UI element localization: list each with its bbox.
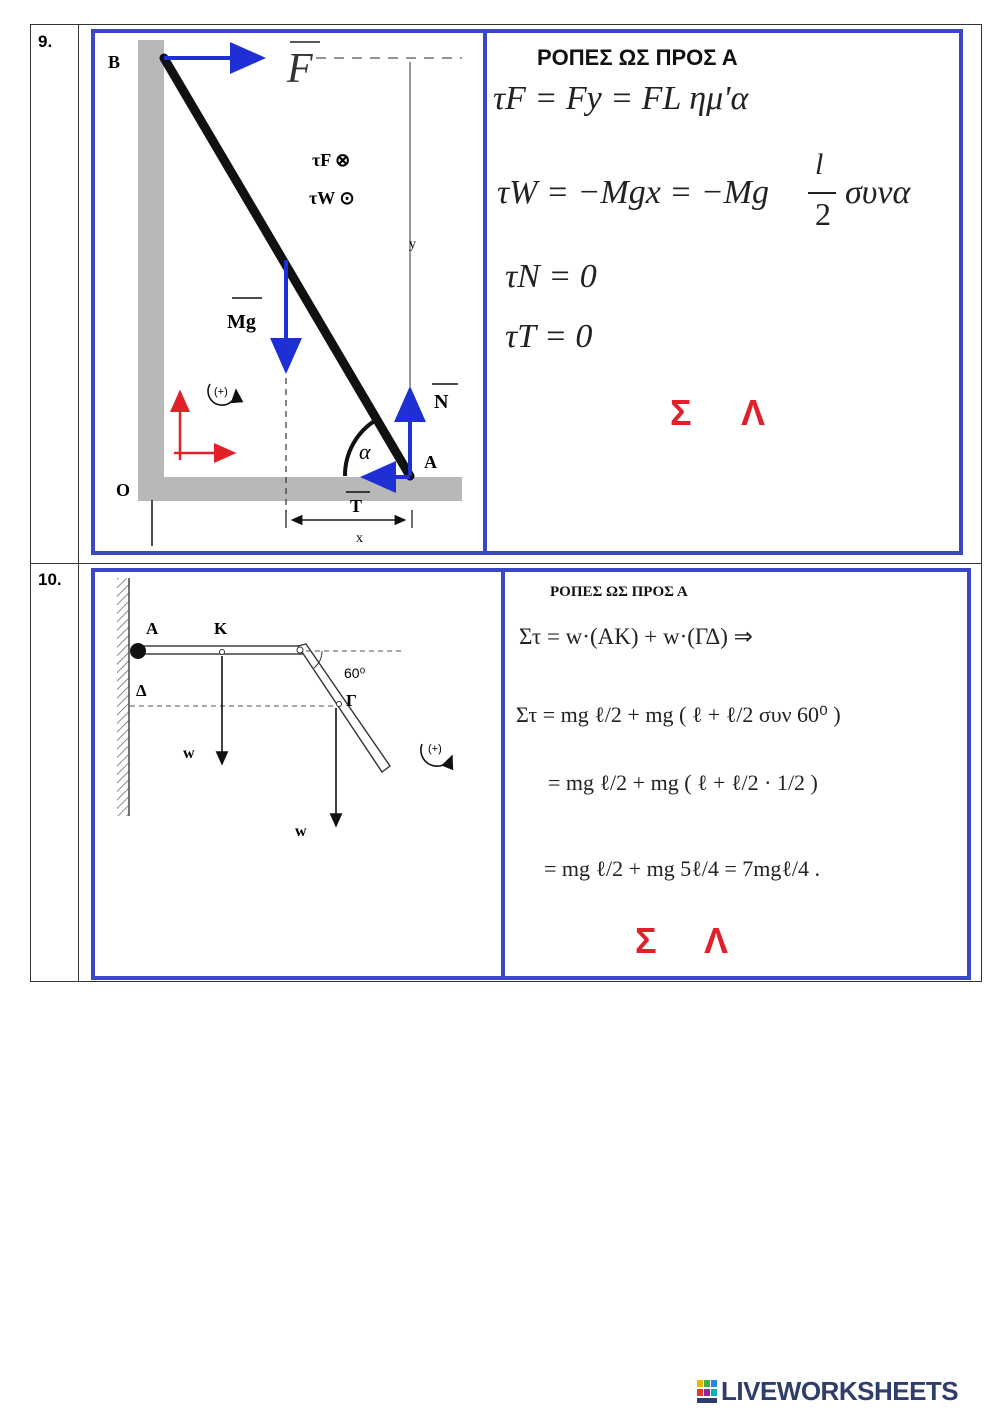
q9-label-F: F bbox=[287, 46, 313, 92]
q9-answer-false-button[interactable]: Λ bbox=[741, 392, 766, 433]
q9-eq-torque-W-numerator: l bbox=[815, 148, 824, 181]
q10-eq-sum: Στ = w·(AK) + w·(ΓΔ) ⇒ bbox=[519, 624, 753, 649]
q10-label-Gamma: Γ bbox=[346, 691, 357, 710]
liveworksheets-logo bbox=[697, 1376, 958, 1407]
q9-label-tauW: τW ⊙ bbox=[309, 188, 355, 208]
q10-label-Delta: Δ bbox=[136, 681, 147, 700]
q10-label-w1: w bbox=[183, 745, 195, 762]
q9-label-x: x bbox=[356, 531, 363, 546]
q10-label-plus: (+) bbox=[428, 743, 442, 755]
liveworksheets-brand-text: LIVEWORKSHEETS bbox=[721, 1376, 959, 1406]
q9-label-plus: (+) bbox=[214, 386, 228, 398]
q10-eq-result: = mg ℓ/2 + mg 5ℓ/4 = 7mgℓ/4 . bbox=[544, 856, 821, 881]
q10-wall bbox=[117, 578, 129, 816]
q9-label-Mg: Mg bbox=[227, 311, 256, 333]
q10-label-K: K bbox=[214, 619, 228, 638]
q9-answer-true-button[interactable]: Σ bbox=[670, 392, 692, 433]
q9-label-tauF: τF ⊗ bbox=[312, 150, 351, 170]
q10-label-60: 60⁰ bbox=[344, 665, 366, 681]
liveworksheets-logo-icon bbox=[697, 1380, 717, 1404]
q9-eq-torque-N: τN = 0 bbox=[505, 258, 597, 295]
q10-eq-step2: = mg ℓ/2 + mg ( ℓ + ℓ/2 · 1/2 ) bbox=[548, 770, 818, 795]
q10-answer-true-button[interactable]: Σ bbox=[635, 920, 657, 961]
question-number-10: 10. bbox=[38, 570, 62, 589]
q9-eq-torque-F: τF = Fy = FL ημ'α bbox=[493, 80, 749, 117]
q10-rod-inclined bbox=[298, 644, 390, 772]
q9-eq-torque-W-tail: συνα bbox=[845, 174, 911, 211]
q9-label-A: A bbox=[424, 452, 437, 472]
q9-eq-torque-W-denominator: 2 bbox=[815, 196, 831, 232]
q9-eq-torque-T: τT = 0 bbox=[505, 318, 593, 355]
q10-label-A: A bbox=[146, 619, 159, 638]
q10-answer-false-button[interactable]: Λ bbox=[704, 920, 729, 961]
q9-label-B: B bbox=[108, 52, 121, 72]
question-number-9: 9. bbox=[38, 32, 53, 51]
q9-label-alpha: α bbox=[359, 439, 371, 464]
q9-eq-torque-W: τW = −Mgx = −Mg bbox=[497, 174, 769, 211]
q10-label-w2: w bbox=[295, 823, 307, 840]
q9-label-O: O bbox=[116, 480, 131, 500]
q10-title: ΡΟΠΕΣ ΩΣ ΠΡΟΣ Α bbox=[550, 584, 688, 600]
q9-label-y: y bbox=[409, 237, 416, 252]
q10-eq-step1: Στ = mg ℓ/2 + mg ( ℓ + ℓ/2 συν 60⁰ ) bbox=[516, 702, 841, 727]
q9-label-N: N bbox=[434, 391, 449, 413]
q9-label-T: T bbox=[350, 496, 363, 516]
q10-hinge-A bbox=[130, 643, 146, 659]
q9-title: ΡΟΠΕΣ ΩΣ ΠΡΟΣ Α bbox=[537, 45, 738, 70]
